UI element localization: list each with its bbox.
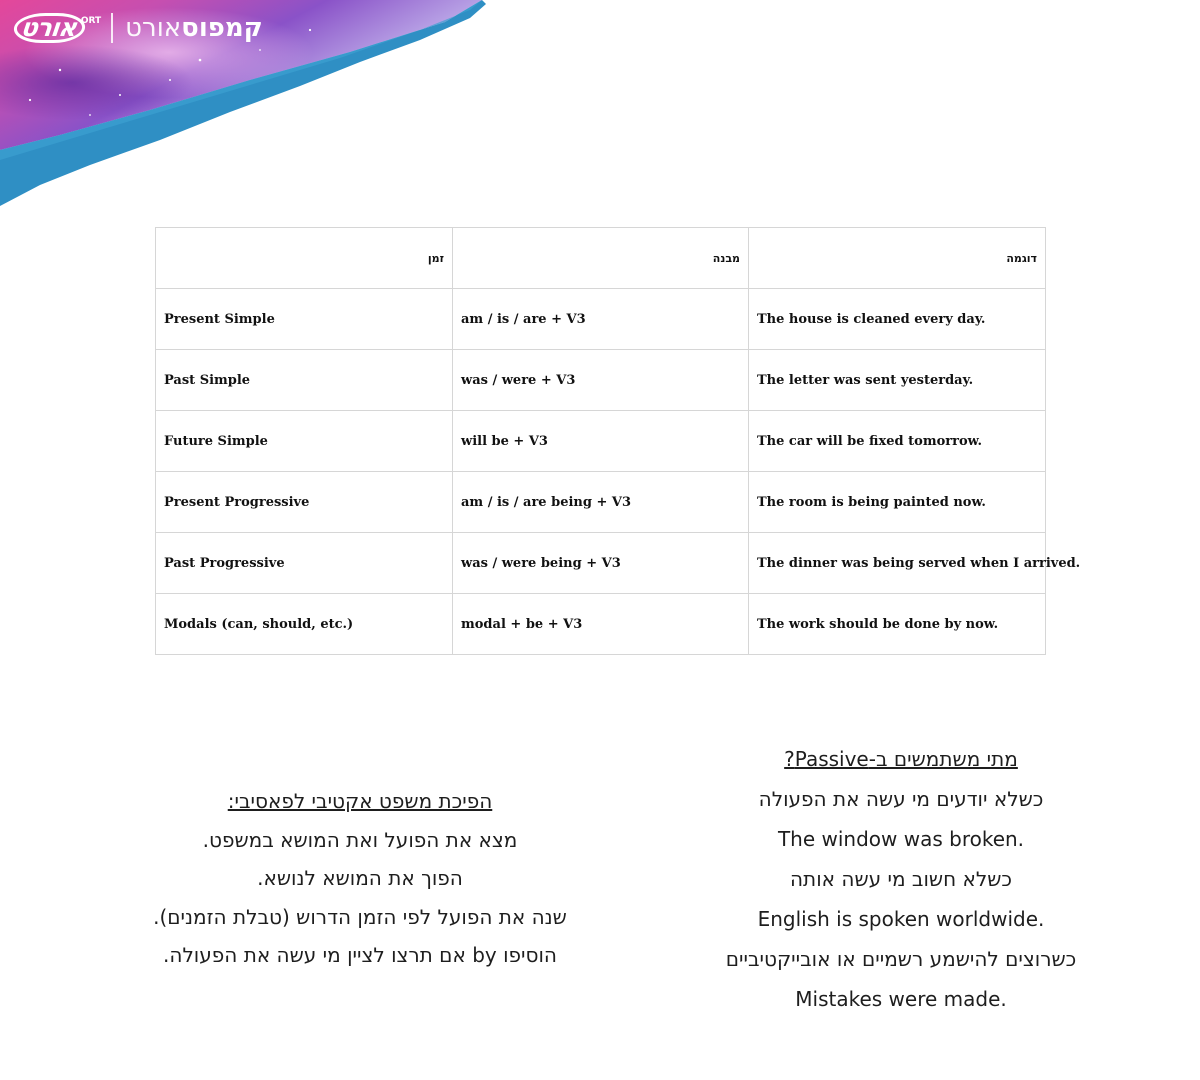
- table-row: [156, 289, 1046, 350]
- when-to-use-example: The window was broken.: [777, 827, 1025, 851]
- cell-structure: will be + V3: [453, 411, 749, 472]
- campus-logo: [125, 13, 263, 43]
- when-to-use-example: English is spoken worldwide.: [757, 907, 1045, 931]
- when-to-use-line: כשלא יודעים מי עשה את הפעולה: [758, 787, 1044, 811]
- brand-logo: [14, 8, 263, 48]
- when-to-use-section: [700, 739, 1102, 1019]
- when-to-use-line: כשלא חשוב מי עשה אותה: [789, 867, 1012, 891]
- cell-tense: Present Progressive: [156, 472, 453, 533]
- cell-tense: Modals (can, should, etc.): [156, 594, 453, 655]
- table-row: [156, 411, 1046, 472]
- when-to-use-example: Mistakes were made.: [795, 987, 1007, 1011]
- cell-example: The work should be done by now.: [749, 594, 1046, 655]
- header-tense: זמן: [156, 228, 453, 289]
- conversion-section: [140, 782, 580, 975]
- cell-structure: was / were + V3: [453, 350, 749, 411]
- table-row: [156, 472, 1046, 533]
- cell-tense: Present Simple: [156, 289, 453, 350]
- when-to-use-heading: מתי משתמשים ב-Passive?: [784, 747, 1018, 771]
- table-row: [156, 594, 1046, 655]
- header-banner: [0, 0, 490, 210]
- when-to-use-line: כשרוצים להישמע רשמיים או אובייקטיביים: [725, 947, 1077, 971]
- table-row: [156, 533, 1046, 594]
- table-header-row: [156, 228, 1046, 289]
- table-row: [156, 350, 1046, 411]
- conversion-heading: הפיכת משפט אקטיבי לפאסיבי:: [227, 789, 493, 813]
- cell-structure: am / is / are + V3: [453, 289, 749, 350]
- cell-tense: Future Simple: [156, 411, 453, 472]
- passive-tenses-table: [155, 227, 1081, 655]
- campus-logo-light: אורט: [125, 13, 182, 43]
- conversion-step: הוסיפו by אם תרצו לציין מי עשה את הפעולה.: [163, 943, 557, 967]
- conversion-step: הפוך את המושא לנושא.: [257, 866, 463, 890]
- cell-example: The dinner was being served when I arrived.: [749, 533, 1046, 594]
- ort-logo-sub: ORT: [80, 16, 102, 26]
- header-structure: מבנה: [453, 228, 749, 289]
- header-example: דוגמה: [749, 228, 1046, 289]
- cell-tense: Past Simple: [156, 350, 453, 411]
- conversion-step: שנה את הפועל לפי הזמן הדרוש (טבלת הזמנים).: [153, 904, 567, 929]
- conversion-step: מצא את הפועל ואת המושא במשפט.: [202, 827, 518, 852]
- cell-example: The house is cleaned every day.: [749, 289, 1046, 350]
- cell-structure: am / is / are being + V3: [453, 472, 749, 533]
- cell-tense: Past Progressive: [156, 533, 453, 594]
- logo-divider: [111, 13, 113, 43]
- ort-logo-text: אורט: [12, 13, 87, 43]
- cell-example: The letter was sent yesterday.: [749, 350, 1046, 411]
- cell-structure: was / were being + V3: [453, 533, 749, 594]
- cell-structure: modal + be + V3: [453, 594, 749, 655]
- cell-example: The room is being painted now.: [749, 472, 1046, 533]
- cell-example: The car will be fixed tomorrow.: [749, 411, 1046, 472]
- campus-logo-bold: קמפוס: [181, 13, 263, 43]
